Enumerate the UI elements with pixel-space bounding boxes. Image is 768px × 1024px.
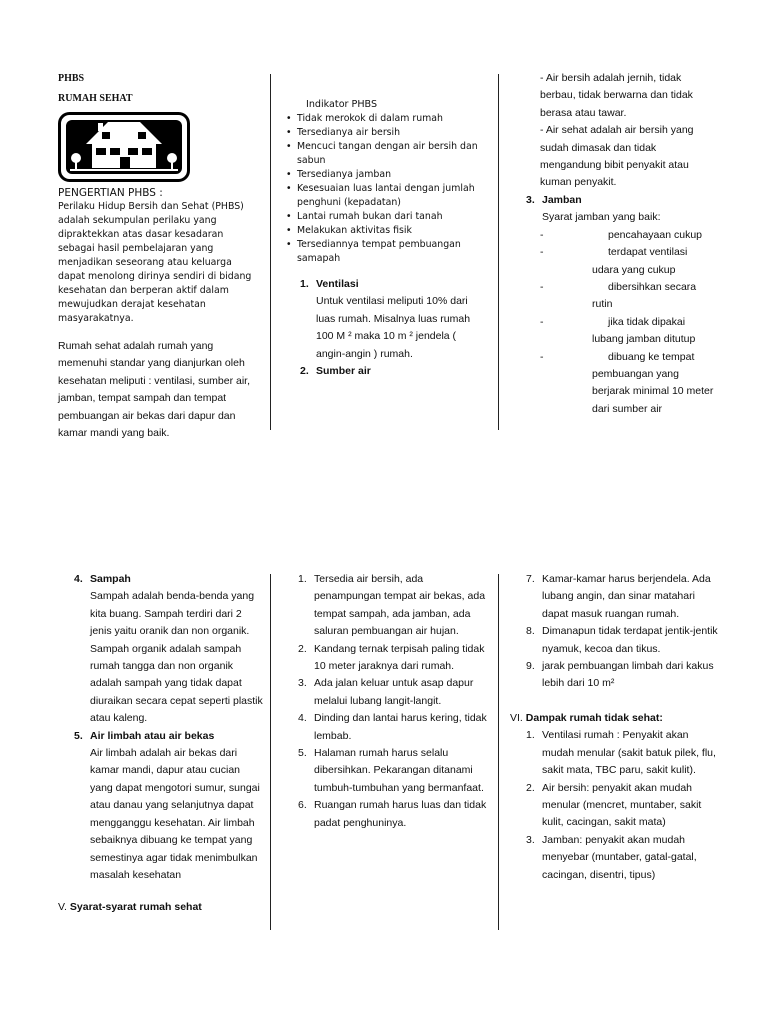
- column-divider: [498, 74, 499, 430]
- list-item: • Tersediannya tempat pembuangan samapah: [286, 239, 461, 264]
- column-divider: [498, 574, 499, 930]
- sampah-text: Sampah adalah benda-benda yang kita buang. Sampah terdiri dari 2 jenis yaitu oranik dan non organik. Sampah organik adalah sampah rumah tangga dan non organik adalah sampah yang tidak dapat diuraikan secara cepat seperti plastik atau kaleng.: [90, 590, 263, 725]
- ventilasi-section: 1. Ventilasi Untuk ventilasi meliputi 10% dari luas rumah. Misalnya luas rumah 100 M ² maka 10 m ² jendela ( angin-angin ) rumah. 2. Sumber air: [282, 276, 488, 380]
- panel-syarat-dampak: [526, 571, 718, 693]
- panel-indikator: [282, 98, 488, 380]
- list-item: • Tidak merokok di dalam rumah: [286, 113, 443, 124]
- list-item: 5. Halaman rumah harus selalu dibersihkan. Pekarangan ditanami tumbuh-tumbuhan yang bermanfaat.: [298, 747, 484, 794]
- jamban-section: 3. Jamban Syarat jamban yang baik: - pencahayaan cukup - terdapat ventilasi udara yang cukup - dibersihkan secara rutin - jika tidak dipakai lubang jamban ditutup - dibuang ke tempat pembuangan yang berjarak minimal 10 meter dari sumber air: [526, 192, 716, 418]
- list-item: 3. Ada jalan keluar untuk asap dapur melalui lubang langit-langit.: [298, 677, 474, 707]
- list-item: - terdapat ventilasi udara yang cukup: [540, 246, 688, 276]
- air-line: - Air sehat adalah air bersih yang sudah dimasak dan tidak mengandung bibit penyakit atau kuman penyakit.: [540, 124, 694, 189]
- list-item: 2. Kandang ternak terpisah paling tidak 10 meter jaraknya dari rumah.: [298, 642, 485, 673]
- list-item: • Melakukan aktivitas fisik: [286, 225, 412, 236]
- list-item: 3. Jamban: penyakit akan mudah menyebar (muntaber, gatal-gatal, cacingan, disentri, tipus): [526, 833, 697, 881]
- list-item: • Mencuci tangan dengan air bersih dan sabun: [286, 141, 478, 166]
- list-item: 8. Dimanapun tidak terdapat jentik-jentik nyamuk, kecoa dan tikus.: [526, 625, 718, 655]
- rumah-sehat-text: Rumah sehat adalah rumah yang memenuhi standar yang dianjurkan oleh kesehatan meliputi : ventilasi, sumber air, jamban, tempat sampah dan tempat pembuangan air bekas dari dapur dan kamar mandi yang baik.: [58, 340, 251, 440]
- list-item: 9. jarak pembuangan limbah dari kakus lebih dari 10 m²: [526, 660, 714, 690]
- list-item: - dibersihkan secara rutin: [540, 281, 697, 311]
- indikator-list: [282, 112, 488, 266]
- definition-heading: PENGERTIAN PHBS :: [58, 187, 163, 199]
- list-item: • Tersedianya air bersih: [286, 127, 401, 138]
- panel-syarat-list: [298, 571, 490, 832]
- list-item: - pencahayaan cukup: [540, 228, 702, 241]
- doc-title: PHBS: [58, 73, 85, 84]
- air-line: - Air bersih adalah jernih, tidak berbau, tidak berwarna dan tidak berasa atau tawar.: [540, 72, 693, 119]
- syarat-heading: Syarat jamban yang baik:: [542, 211, 661, 224]
- list-item: • Lantai rumah bukan dari tanah: [286, 211, 443, 222]
- column-divider: [270, 74, 271, 430]
- column-divider: [270, 574, 271, 930]
- list-item: 1. Ventilasi rumah : Penyakit akan mudah menular (sakit batuk pilek, flu, sakit mata, TBC paru, sakit kulit).: [526, 729, 716, 777]
- list-item: - jika tidak dipakai lubang jamban ditutup: [540, 315, 696, 346]
- limbah-text: Air limbah adalah air bekas dari kamar mandi, dapur atau cucian yang dapat mengotori sumur, sungai atau danau yang selanjutnya dapat mengganggu kesehatan. Air limbah sebaiknya dibuang ke tempat yang semestinya agar tidak menimbulkan masalah kesehatan: [90, 747, 260, 881]
- section-vi-heading: VI. Dampak rumah tidak sehat:: [510, 712, 663, 724]
- panel-phbs-intro: [58, 72, 260, 442]
- definition-text: Perilaku Hidup Bersih dan Sehat (PHBS) adalah sekumpulan perilaku yang dipraktekkan atas dasar kesadaran sebagai hasil pembelajaran yang menjadikan seseorang atau keluarga dapat menolong dirinya sendiri di bidang kesehatan dan berperan aktif dalam mewujudkan derajat kesehatan masyarakatnya.: [58, 201, 252, 324]
- ventilasi-text: Untuk ventilasi meliputi 10% dari luas rumah. Misalnya luas rumah 100 M ² maka 10 m ² jendela ( angin-angin ) rumah.: [316, 295, 471, 360]
- list-item: 1. Tersedia air bersih, ada penampungan tempat air bekas, ada tempat sampah, ada jamban, ada saluran pembuangan air hujan.: [298, 573, 486, 638]
- list-item: • Tersedianya jamban: [286, 169, 392, 180]
- list-item: 2. Air bersih: penyakit akan mudah menular (mencret, muntaber, sakit kulit, cacingan, sakit mata): [526, 781, 702, 829]
- panel-sampah-limbah: 4. Sampah Sampah adalah benda-benda yang kita buang. Sampah terdiri dari 2 jenis yaitu oranik dan non organik. Sampah organik adalah sampah rumah tangga dan non organik adalah sampah yang tidak dapat diuraikan secara cepat seperti plastik atau kaleng. 5. Air limbah atau air bekas Air limbah adalah air bekas dari kamar mandi, dapur atau cucian yang dapat mengotori sumur, sungai atau danau yang selanjutnya dapat mengganggu kesehatan. Air limbah sebaiknya dibuang ke tempat yang semestinya agar tidak menimbulkan masalah kesehatan: [74, 571, 264, 884]
- panel-air-jamban: [540, 70, 716, 192]
- house-icon: [58, 112, 190, 182]
- indikator-title: Indikator PHBS: [306, 99, 378, 110]
- list-item: • Kesesuaian luas lantai dengan jumlah penghuni (kepadatan): [286, 183, 475, 208]
- list-item: 6. Ruangan rumah harus luas dan tidak padat penghuninya.: [298, 799, 487, 829]
- list-item: 4. Dinding dan lantai harus kering, tidak lembab.: [298, 712, 487, 742]
- section-v-heading: V. Syarat-syarat rumah sehat: [58, 901, 202, 913]
- list-item: - dibuang ke tempat pembuangan yang berjarak minimal 10 meter dari sumber air: [540, 350, 714, 415]
- section-vi: [510, 710, 718, 884]
- doc-subtitle: RUMAH SEHAT: [58, 93, 133, 104]
- list-item: 7. Kamar-kamar harus berjendela. Ada lubang angin, dan sinar matahari dapat masuk ruangan rumah.: [526, 573, 711, 620]
